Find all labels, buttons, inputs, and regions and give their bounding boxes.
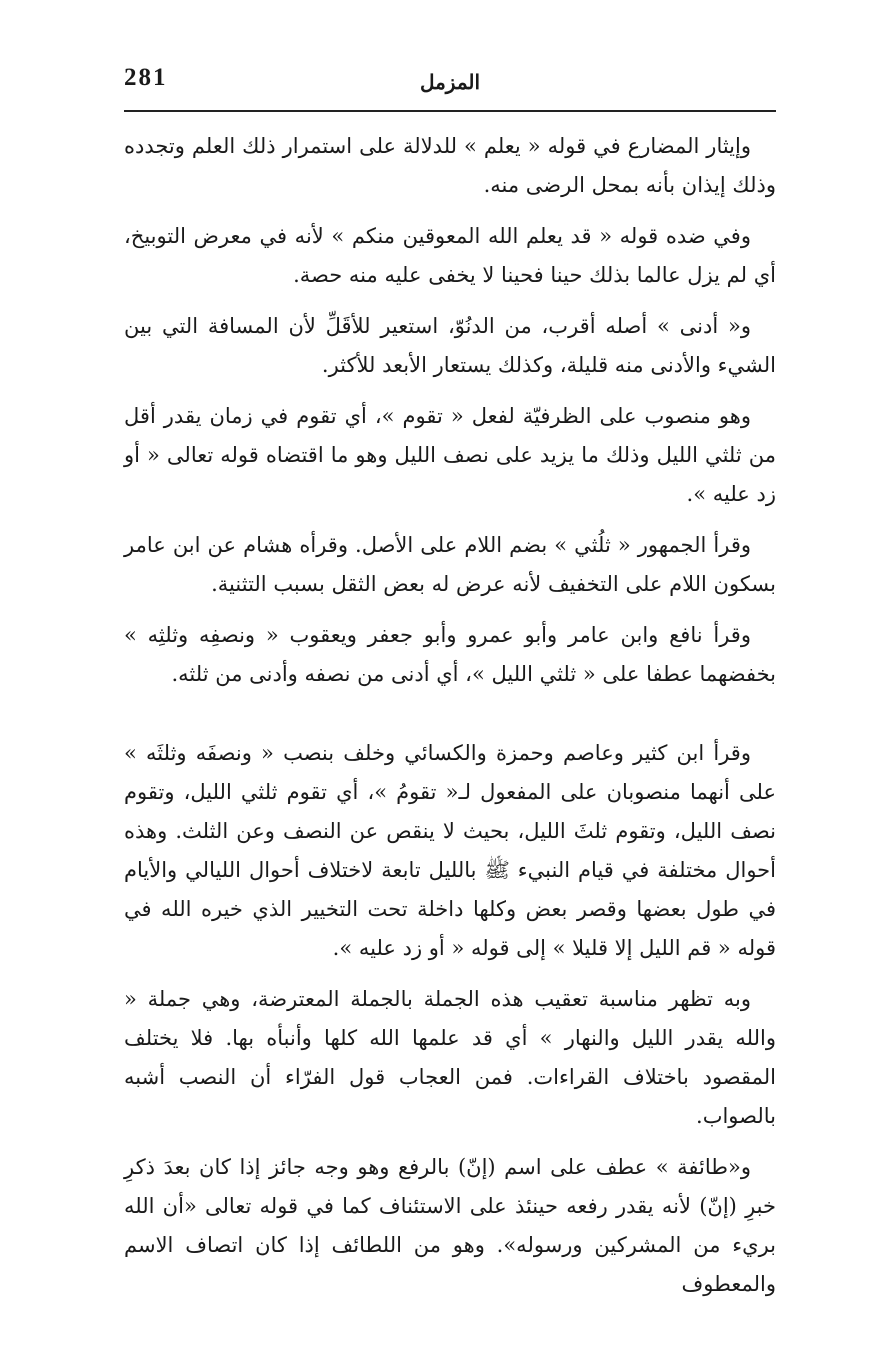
- paragraph: وقرأ نافع وابن عامر وأبو عمرو وأبو جعفر ويعقوب « ونصفِه وثلثِه » بخفضهما عطفا على « ثلثي الليل »، أي أدنى من نصفه وأدنى من ثلثه.: [124, 623, 776, 686]
- page-number: 281: [124, 64, 168, 91]
- paragraph: وهو منصوب على الظرفيّة لفعل « تقوم »، أي تقوم في زمان يقدر أقل من ثلثي الليل وذلك ما يزيد على نصف الليل وهو ما اقتضاه قوله تعالى « أو زد عليه ».: [124, 404, 776, 506]
- paragraph: و« أدنى » أصله أقرب، من الدنُوّ، استعير للأقَلِّ لأن المسافة التي بين الشيء والأدنى منه قليلة، وكذلك يستعار الأبعد للأكثر.: [124, 314, 776, 377]
- paragraph: وبه تظهر مناسبة تعقيب هذه الجملة بالجملة المعترضة، وهي جملة « والله يقدر الليل والنهار » أي قد علمها الله كلها وأنبأه بها. فلا يختلف المقصود باختلاف القراءات. فمن العجاب قول الفرّاء أن النصب أشبه بالصواب.: [124, 987, 776, 1128]
- paragraph: و«طائفة » عطف على اسم (إنّ) بالرفع وهو وجه جائز إذا كان بعدَ ذكرِ خبرِ (إنّ) لأنه يقدر رفعه حينئذ على الاستئناف كما في قوله تعالى «أن الله بريء من المشركين ورسوله». وهو من اللطائف إذا كان اتصاف الاسم والمعطوف: [124, 1155, 776, 1296]
- body-text: [124, 127, 776, 1304]
- paragraph: وقرأ ابن كثير وعاصم وحمزة والكسائي وخلف بنصب « ونصفَه وثلثَه » على أنهما منصوبان على المفعول لـ« تقومُ »، أي تقوم ثلثي الليل، وتقوم نصف الليل، وتقوم ثلثَ الليل، بحيث لا ينقص عن النصف وعن الثلث. وهذه أحوال مختلفة في قيام النبيء ﷺ بالليل تابعة لاختلاف أحوال الليالي والأيام في طول بعضها وقصر بعض وكلها داخلة تحت التخيير الذي خيره الله في قوله « قم الليل إلا قليلا » إلى قوله « أو زد عليه ».: [124, 741, 776, 960]
- header-rule: [124, 110, 776, 112]
- paragraph: وإيثار المضارع في قوله « يعلم » للدلالة على استمرار ذلك العلم وتجدده وذلك إيذان بأنه بمحل الرضى منه.: [124, 134, 776, 197]
- paragraph: وقرأ الجمهور « ثلُثي » بضم اللام على الأصل. وقرأه هشام عن ابن عامر بسكون اللام على التخفيف لأنه عرض له بعض الثقل بسبب التثنية.: [124, 533, 776, 596]
- paragraph: وفي ضده قوله « قد يعلم الله المعوقين منكم » لأنه في معرض التوبيخ، أي لم يزل عالما بذلك حينا فحينا لا يخفى عليه منه حصة.: [124, 224, 776, 287]
- running-title: المزمل: [419, 70, 481, 94]
- page-header: [124, 62, 776, 102]
